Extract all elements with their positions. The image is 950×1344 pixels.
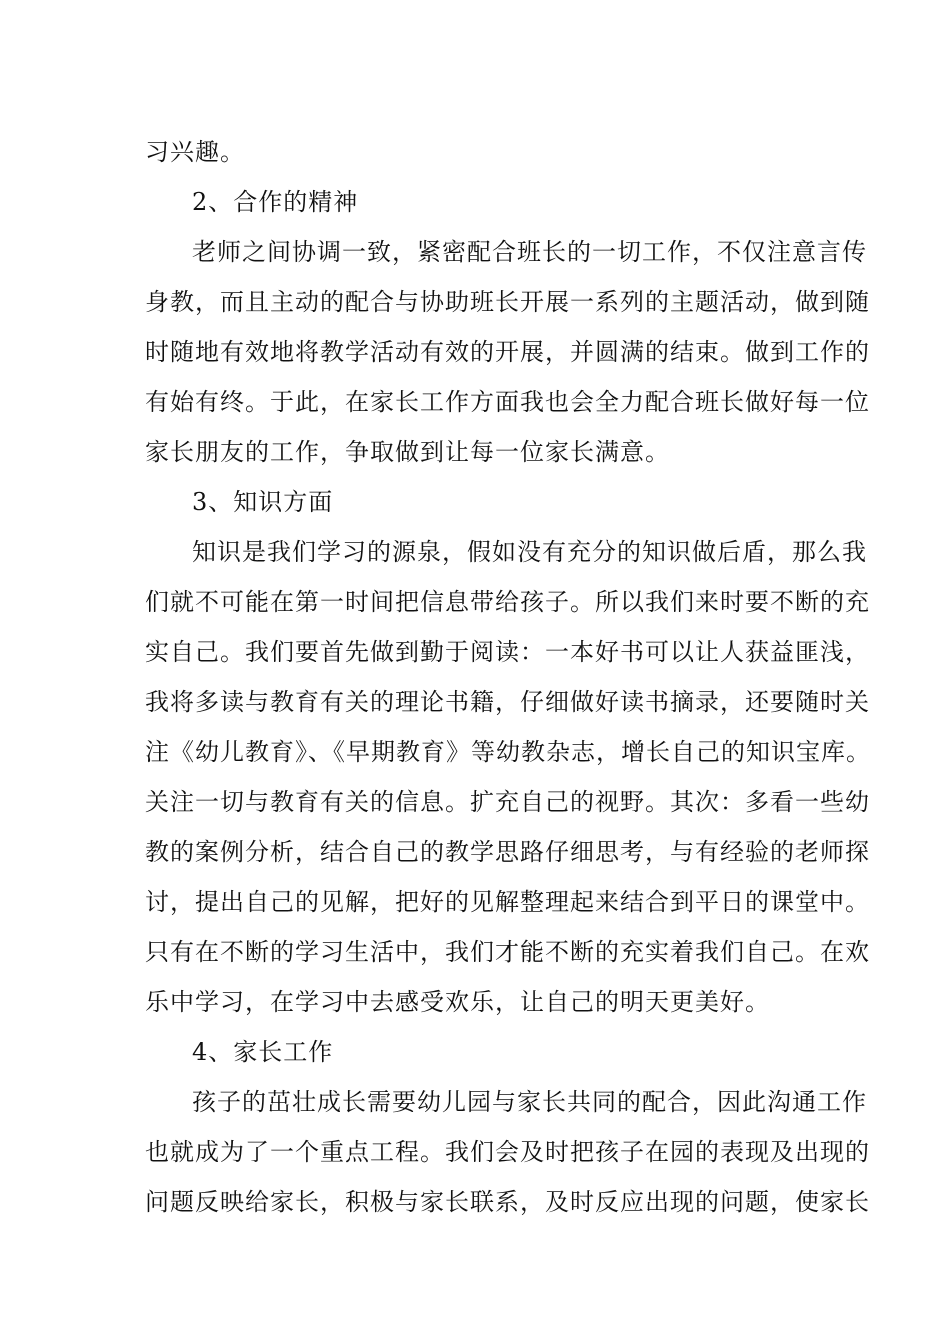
text-line: 乐中学习，在学习中去感受欢乐，让自己的明天更美好。 [145, 988, 770, 1016]
text-line: 我将多读与教育有关的理论书籍，仔细做好读书摘录，还要随时关 [145, 688, 870, 716]
text-line: 们就不可能在第一时间把信息带给孩子。所以我们来时要不断的充 [145, 588, 870, 616]
text-line: 有始有终。于此，在家长工作方面我也会全力配合班长做好每一位 [145, 388, 870, 416]
text-line: 关注一切与教育有关的信息。扩充自己的视野。其次：多看一些幼 [145, 788, 870, 816]
text-line: 讨，提出自己的见解，把好的见解整理起来结合到平日的课堂中。 [145, 888, 870, 916]
section-heading: 4、家长工作 [192, 1038, 334, 1066]
text-line: 孩子的茁壮成长需要幼儿园与家长共同的配合，因此沟通工作 [192, 1088, 867, 1116]
text-line: 身教，而且主动的配合与协助班长开展一系列的主题活动，做到随 [145, 288, 870, 316]
text-line: 注《幼儿教育》、《早期教育》等幼教杂志，增长自己的知识宝库。 [145, 738, 871, 766]
text-line: 实自己。我们要首先做到勤于阅读：一本好书可以让人获益匪浅， [145, 638, 870, 666]
text-line: 教的案例分析，结合自己的教学思路仔细思考，与有经验的老师探 [145, 838, 870, 866]
text-line: 知识是我们学习的源泉，假如没有充分的知识做后盾，那么我 [192, 538, 867, 566]
text-line: 也就成为了一个重点工程。我们会及时把孩子在园的表现及出现的 [145, 1138, 870, 1166]
text-line: 只有在不断的学习生活中，我们才能不断的充实着我们自己。在欢 [145, 938, 870, 966]
section-heading: 3、知识方面 [192, 488, 334, 516]
text-line: 老师之间协调一致，紧密配合班长的一切工作，不仅注意言传 [192, 238, 867, 266]
text-line: 问题反映给家长，积极与家长联系，及时反应出现的问题，使家长 [145, 1188, 870, 1216]
text-line: 习兴趣。 [145, 138, 245, 166]
text-line: 时随地有效地将教学活动有效的开展，并圆满的结束。做到工作的 [145, 338, 870, 366]
section-heading: 2、合作的精神 [192, 188, 359, 216]
text-line: 家长朋友的工作，争取做到让每一位家长满意。 [145, 438, 670, 466]
